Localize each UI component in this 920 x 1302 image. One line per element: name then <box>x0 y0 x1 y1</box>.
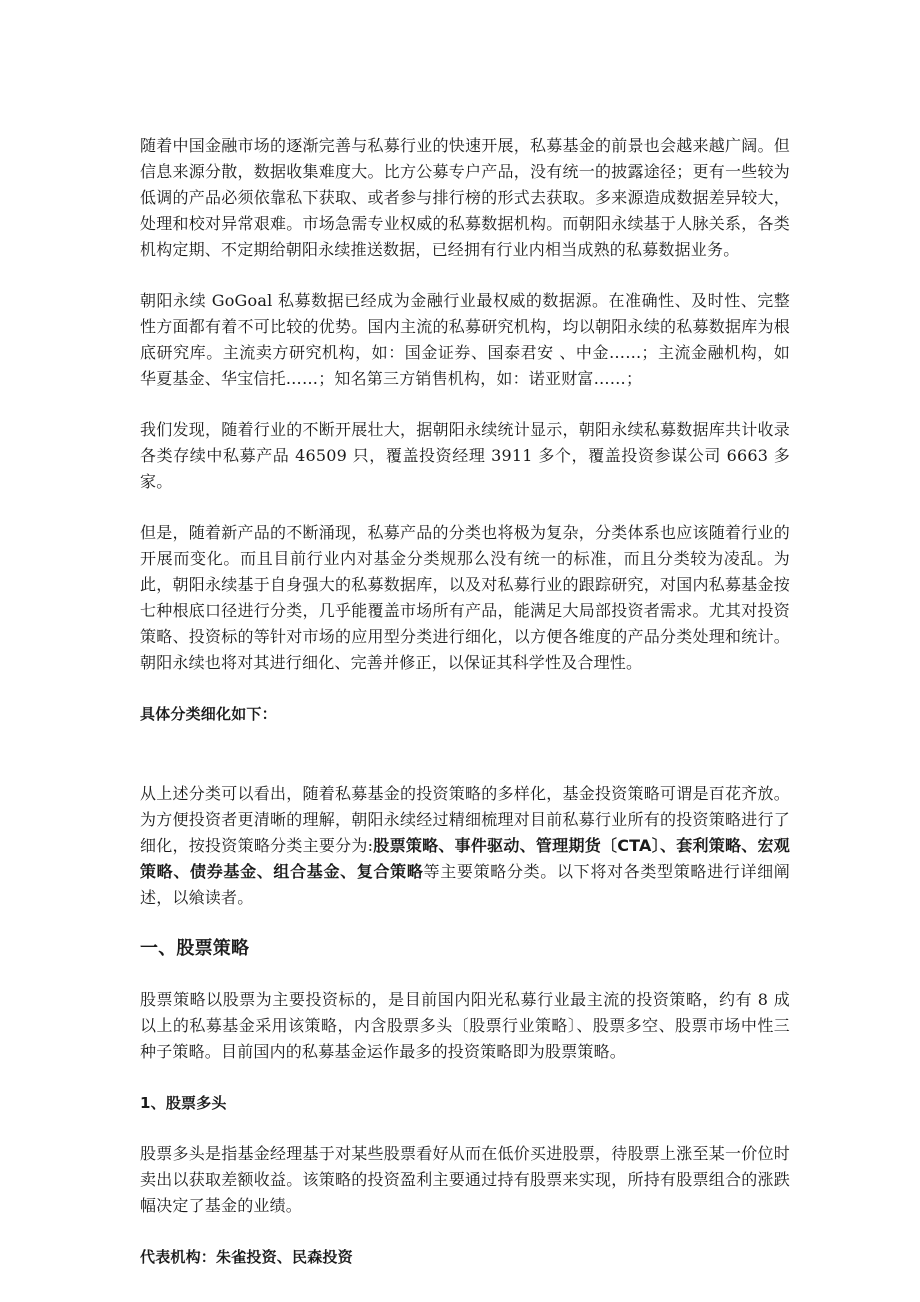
strategy-paragraph <box>140 781 790 911</box>
long-only-paragraph: 股票多头是指基金经理基于对某些股票看好从而在低价买进股票，待股票上涨至某一价位时卖出以获取差额收益。该策略的投资盈利主要通过持有股票来实现，所持有股票组合的涨跌幅决定了基金的业绩。 <box>140 1144 790 1215</box>
strategy-suffix: 等主要策略分类。以下将对各类型策略进行详细阐述，以飨读者。 <box>140 862 790 907</box>
representative-institutions: 代表机构：朱雀投资、民森投资 <box>140 1248 353 1266</box>
gogoal-paragraph: 朝阳永续 GoGoal 私募数据已经成为金融行业最权威的数据源。在准确性、及时性、完整性方面都有着不可比较的优势。国内主流的私募研究机构，均以朝阳永续的私募数据库为根底研究库。主流卖方研究机构，如：国金证券、国泰君安 、中金……；主流金融机构，如华夏基金、华宝信托……；知名第三方销售机构，如：诺亚财富……； <box>140 291 790 388</box>
strategy-prefix: 从上述分类可以看出，随着私募基金的投资策略的多样化，基金投资策略可谓是百花齐放。为方便投资者更清晰的理解，朝阳永续经过精细梳理对目前私募行业所有的投资策略进行了细化，按投资策略分类主要分为: <box>140 784 790 855</box>
statistics-paragraph: 我们发现，随着行业的不断开展壮大，据朝阳永续统计显示，朝阳永续私募数据库共计收录各类存续中私募产品 46509 只，覆盖投资经理 3911 多个，覆盖投资参谋公司 6663 多家。 <box>140 420 790 491</box>
stock-strategy-paragraph: 股票策略以股票为主要投资标的，是目前国内阳光私募行业最主流的投资策略，约有 8 成以上的私募基金采用该策略，内含股票多头〔股票行业策略〕、股票多空、股票市场中性三种子策略。目前国内的私募基金运作最多的投资策略即为股票策略。 <box>140 990 790 1061</box>
subsection-title-long-only: 1、股票多头 <box>140 1094 227 1112</box>
strategy-bold-list: 股票策略、事件驱动、管理期货〔CTA〕、套利策略、宏观策略、债券基金、组合基金、复合策略 <box>140 836 790 881</box>
classification-paragraph: 但是，随着新产品的不断涌现，私募产品的分类也将极为复杂，分类体系也应该随着行业的开展而变化。而且目前行业内对基金分类规那么没有统一的标准，而且分类较为凌乱。为此，朝阳永续基于自身强大的私募数据库，以及对私募行业的跟踪研究，对国内私募基金按七种根底口径进行分类，几乎能覆盖市场所有产品，能满足大局部投资者需求。尤其对投资策略、投资标的等针对市场的应用型分类进行细化，以方便各维度的产品分类处理和统计。朝阳永续也将对其进行细化、完善并修正，以保证其科学性及合理性。 <box>140 523 790 672</box>
spacer <box>140 727 790 781</box>
classification-heading: 具体分类细化如下： <box>140 705 277 723</box>
document-body <box>140 133 790 1295</box>
section-title-stock-strategy: 一、股票策略 <box>140 938 250 959</box>
intro-paragraph: 随着中国金融市场的逐渐完善与私募行业的快速开展，私募基金的前景也会越来越广阔。但信息来源分散，数据收集难度大。比方公募专户产品，没有统一的披露途径；更有一些较为低调的产品必须依靠私下获取、或者参与排行榜的形式去获取。多来源造成数据差异较大，处理和校对异常艰难。市场急需专业权威的私募数据机构。而朝阳永续基于人脉关系，各类机构定期、不定期给朝阳永续推送数据，已经拥有行业内相当成熟的私募数据业务。 <box>140 136 790 259</box>
